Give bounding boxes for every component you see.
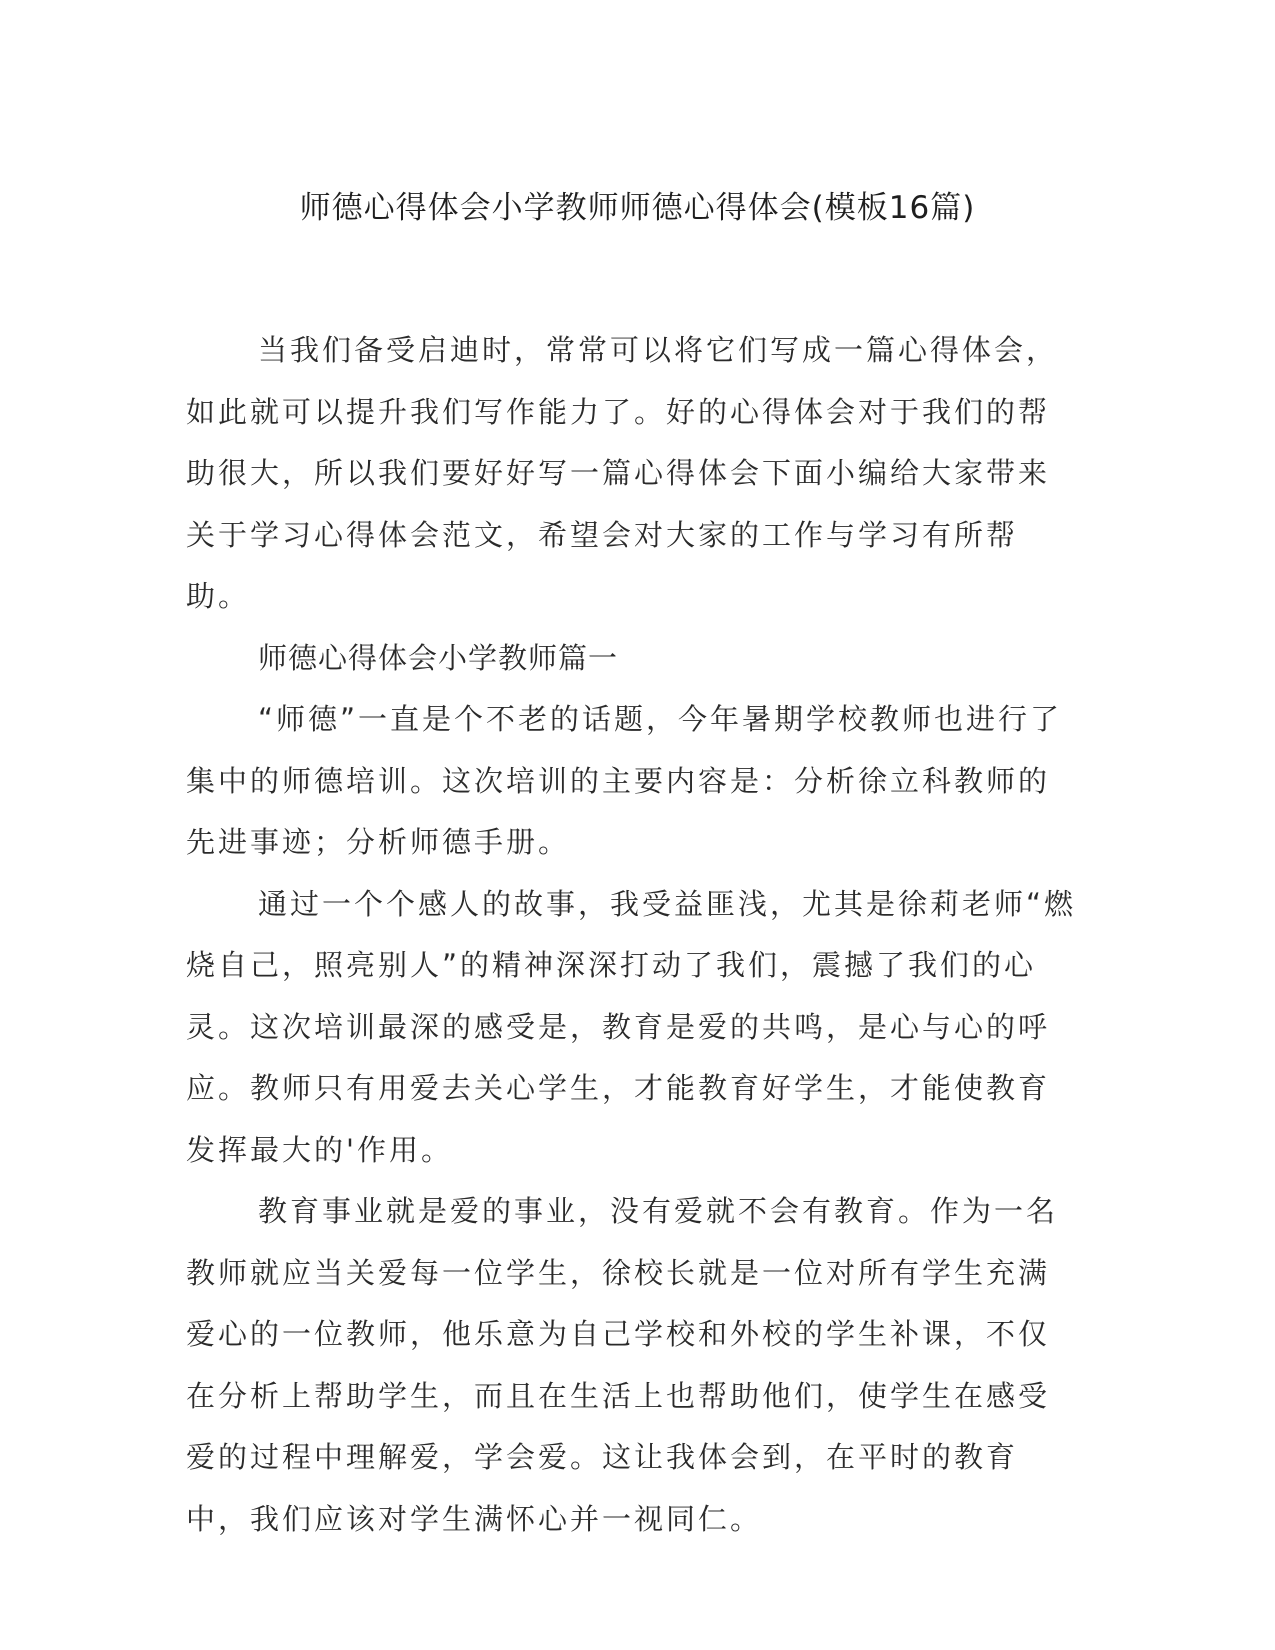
body-paragraph: “师德”一直是个不老的话题，今年暑期学校教师也进行了集中的师德培训。这次培训的主要内容是：分析徐立科教师的先进事迹；分析师德手册。 [186,702,1063,859]
intro-paragraph: 当我们备受启迪时，常常可以将它们写成一篇心得体会，如此就可以提升我们写作能力了。好的心得体会对于我们的帮助很大，所以我们要好好写一篇心得体会下面小编给大家带来关于学习心得体会范文，希望会对大家的工作与学习有所帮助。 [186,333,1059,613]
document-title: 师德心得体会小学教师师德心得体会(模板16篇) [299,190,976,226]
body-paragraph: 教育事业就是爱的事业，没有爱就不会有教育。作为一名教师就应当关爱每一位学生，徐校长就是一位对所有学生充满爱心的一位教师，他乐意为自己学校和外校的学生补课，不仅在分析上帮助学生，而且在生活上也帮助他们，使学生在感受爱的过程中理解爱，学会爱。这让我体会到，在平时的教育中，我们应该对学生满怀心并一视同仁。 [186,1194,1059,1536]
body-paragraph: 通过一个个感人的故事，我受益匪浅，尤其是徐莉老师“燃烧自己，照亮别人”的精神深深打动了我们，震撼了我们的心灵。这次培训最深的感受是，教育是爱的共鸣，是心与心的呼应。教师只有用爱去关心学生，才能教育好学生，才能使教育发挥最大的'作用。 [186,886,1077,1167]
section-heading: 师德心得体会小学教师篇一 [258,640,619,675]
document-body [186,320,1078,1550]
